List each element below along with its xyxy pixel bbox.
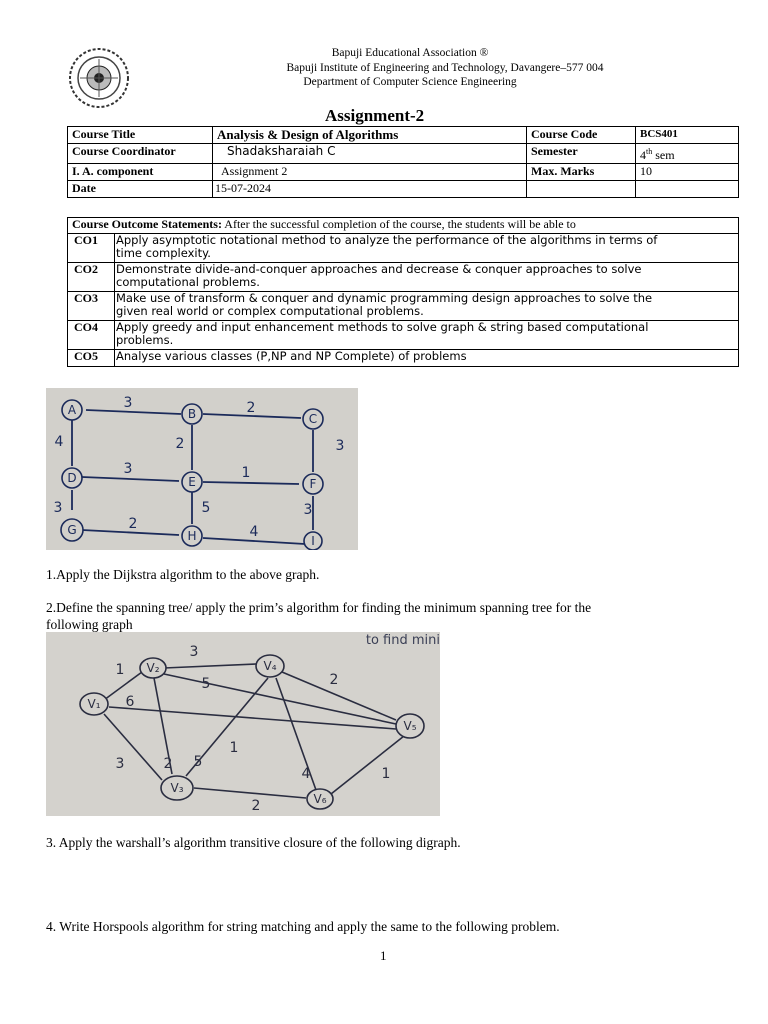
co-statement: Apply asymptotic notational method to analyze the performance of the algorithms in terms of time complexity. [115, 234, 739, 263]
graph2-caption-fragment: to find mini [365, 633, 440, 648]
association-name: Bapuji Educational Association ® [331, 47, 489, 59]
graph1-weight: 2 [246, 400, 256, 416]
graph1-weight: 1 [241, 465, 251, 481]
co-code: CO3 [68, 292, 115, 321]
graph2-node-label: V₅ [403, 719, 417, 733]
outcomes-heading: Course Outcome Statements: After the successful completion of the course, the students will be able to [68, 218, 739, 234]
graph2-node-label: V₂ [146, 661, 160, 675]
course-title-label: Course Title [68, 127, 213, 144]
graph1-weight: 3 [123, 461, 133, 477]
co-code: CO4 [68, 321, 115, 350]
graph2-weight: 1 [115, 662, 125, 678]
graph1-weight: 5 [201, 500, 211, 516]
department-name: Department of Computer Science Engineering [303, 76, 517, 88]
graph2-weight: 5 [201, 676, 211, 692]
graph1-node-label: I [311, 534, 315, 548]
graph1-node-label: G [67, 523, 77, 537]
question-3: 3. Apply the warshall’s algorithm transitive closure of the following digraph. [46, 835, 461, 850]
semester-label: Semester [527, 144, 636, 164]
co-statement: Analyse various classes (P,NP and NP Complete) of problems [115, 350, 739, 367]
question-1: 1.Apply the Dijkstra algorithm to the above graph. [46, 567, 320, 582]
course-info-table [67, 126, 739, 198]
graph2-weight: 4 [301, 766, 311, 782]
graph2-node-label: V₄ [263, 659, 277, 673]
graph1-weight: 4 [249, 524, 259, 540]
graph2-weight: 1 [229, 740, 239, 756]
assignment-title: Assignment-2 [325, 106, 425, 125]
graph2-weight: 2 [329, 672, 339, 688]
graph1-weight: 4 [54, 434, 64, 450]
co-code: CO5 [68, 350, 115, 367]
graph1-node-label: D [67, 471, 77, 485]
graph2-photo [46, 632, 440, 816]
graph2-node-label: V₆ [313, 792, 327, 806]
graph1-weight: 2 [175, 436, 185, 452]
co-statement: Make use of transform & conquer and dynamic programming design approaches to solve the given real world or complex computational problems. [115, 292, 739, 321]
institute-logo [68, 47, 130, 109]
graph1-node-label: E [188, 475, 196, 489]
max-marks-label: Max. Marks [527, 164, 636, 181]
graph2-weight: 2 [251, 798, 261, 814]
semester: 4th sem [636, 144, 739, 164]
graph2-weight: 5 [193, 754, 203, 770]
graph2-weight: 6 [125, 694, 135, 710]
course-title: Analysis & Design of Algorithms [213, 127, 527, 144]
coordinator-label: Course Coordinator [68, 144, 213, 164]
graph1-node-label: H [187, 529, 197, 543]
page-number: 1 [380, 948, 387, 963]
graph2-node-label: V₁ [87, 697, 101, 711]
graph1-weight: 3 [123, 395, 133, 411]
co-statement: Demonstrate divide-and-conquer approaches and decrease & conquer approaches to solve computational problems. [115, 263, 739, 292]
course-outcomes-table [67, 217, 739, 367]
max-marks: 10 [636, 164, 739, 181]
graph1-weight: 2 [128, 516, 138, 532]
coordinator: Shadaksharaiah C [213, 144, 527, 164]
institute-name: Bapuji Institute of Engineering and Technology, Davangere–577 004 [286, 62, 604, 74]
course-code-label: Course Code [527, 127, 636, 144]
graph2-weight: 3 [115, 756, 125, 772]
graph1-photo [46, 388, 358, 550]
graph1-node-label: A [67, 403, 77, 417]
graph2-weight: 2 [163, 756, 173, 772]
question-2: 2.Define the spanning tree/ apply the prim’s algorithm for finding the minimum spanning tree for the following graph [46, 600, 592, 632]
graph1-node-label: C [308, 412, 318, 426]
question-4: 4. Write Horspools algorithm for string matching and apply the same to the following problem. [46, 919, 560, 934]
date: 15-07-2024 [213, 181, 527, 198]
graph1-node-label: F [309, 477, 317, 491]
course-code: BCS401 [636, 127, 739, 144]
graph1-weight: 3 [303, 502, 313, 518]
co-statement: Apply greedy and input enhancement methods to solve graph & string based computational problems. [115, 321, 739, 350]
graph2-weight: 1 [381, 766, 391, 782]
co-code: CO1 [68, 234, 115, 263]
ia-component: Assignment 2 [213, 164, 527, 181]
graph2-node-label: V₃ [170, 781, 184, 795]
graph1-node-label: B [187, 407, 197, 421]
ia-component-label: I. A. component [68, 164, 213, 181]
graph1-weight: 3 [53, 500, 63, 516]
co-code: CO2 [68, 263, 115, 292]
date-label: Date [68, 181, 213, 198]
graph2-weight: 3 [189, 644, 199, 660]
graph1-weight: 3 [335, 438, 345, 454]
